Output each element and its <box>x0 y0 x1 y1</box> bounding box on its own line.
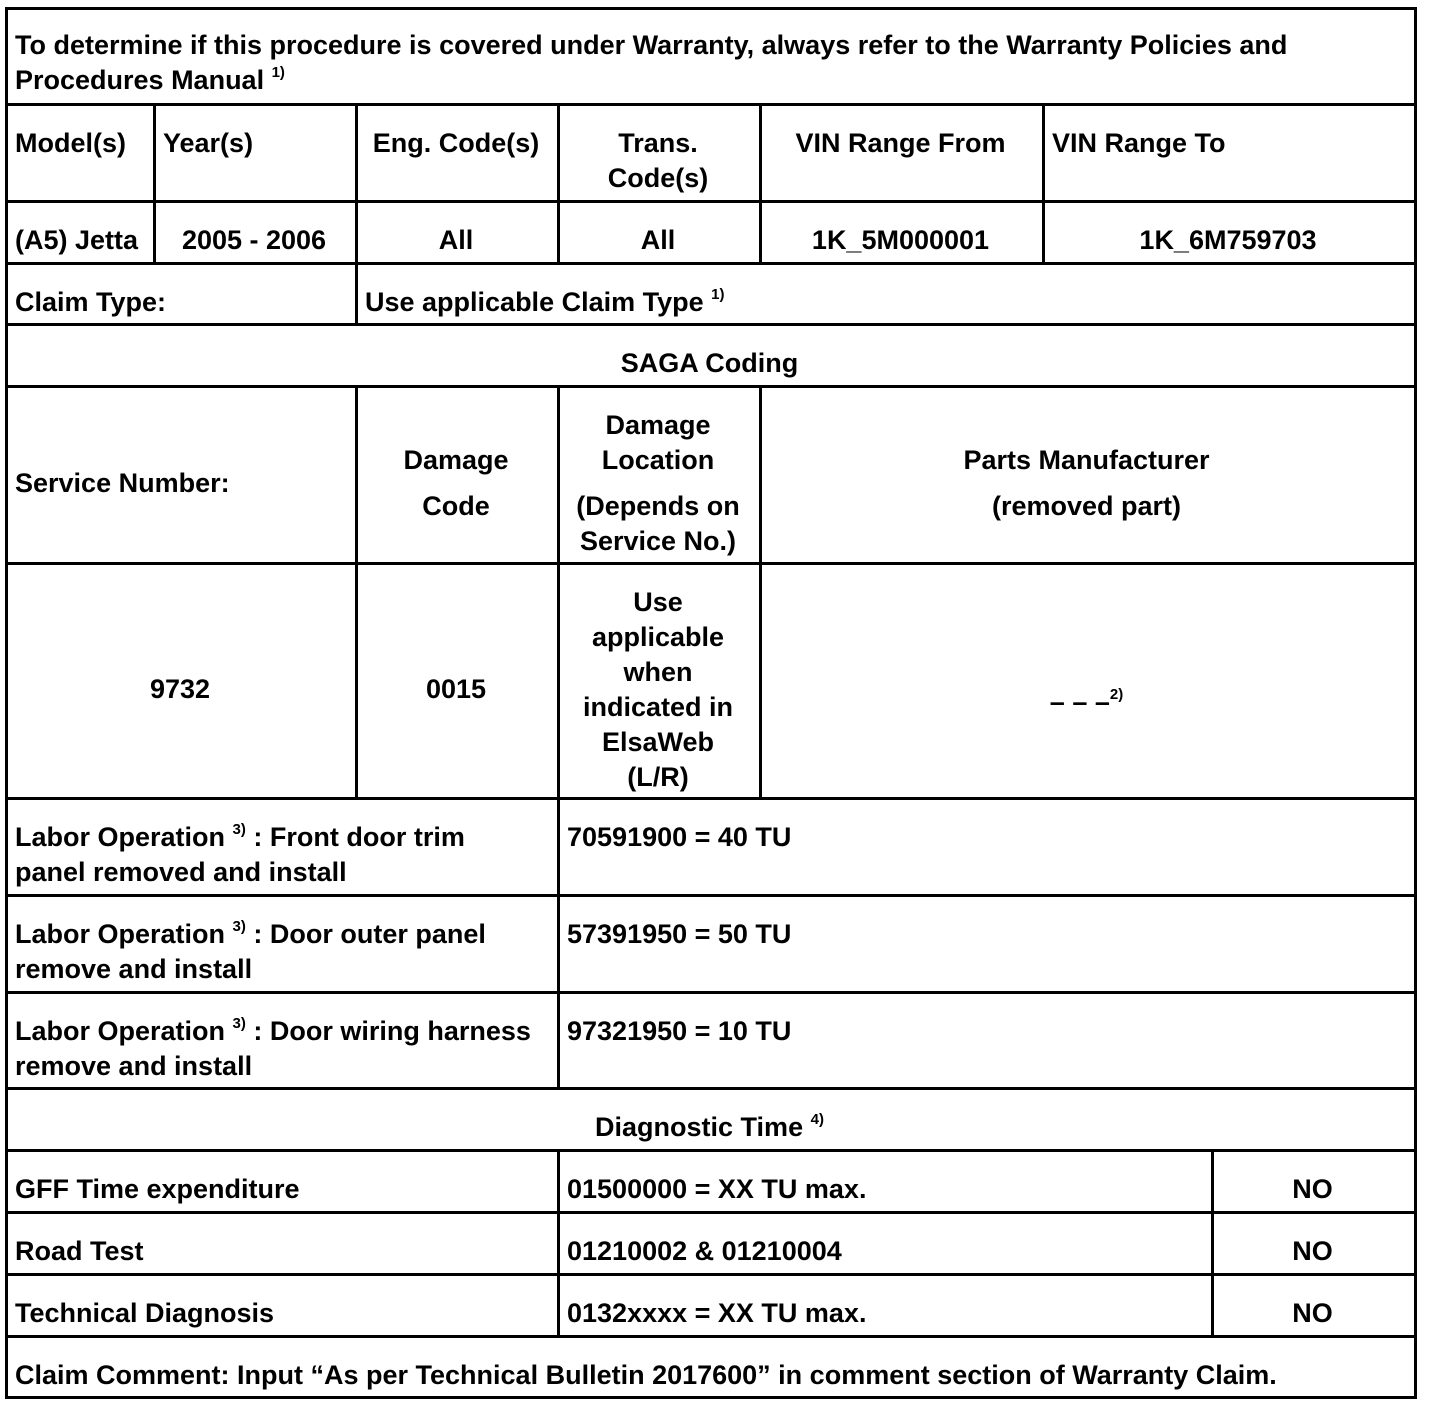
footnote-ref: 3) <box>232 821 246 838</box>
header-damage-code-line: Code <box>422 491 490 521</box>
footnote-ref: 1) <box>711 286 725 303</box>
header-year: Year(s) <box>163 128 254 158</box>
rule <box>5 1087 1417 1090</box>
diagnostic-label: Technical Diagnosis <box>15 1298 275 1328</box>
warranty-notice-text: To determine if this procedure is covered under Warranty, always refer to the Warranty Policies and Procedures Manual <box>15 30 1288 95</box>
diagnostic-title-text: Diagnostic Time <box>595 1112 804 1142</box>
rule <box>5 7 1417 10</box>
diagnostic-flag: NO <box>1292 1174 1333 1204</box>
damage-location-line: ElsaWeb <box>601 727 715 757</box>
header-damage-location <box>557 408 759 559</box>
header-service-number: Service Number: <box>15 468 230 498</box>
header-parts-manufacturer <box>759 443 1414 524</box>
header-damage-location-line: Damage <box>605 410 711 440</box>
saga-title: SAGA Coding <box>620 348 799 378</box>
parts-manufacturer-value <box>759 685 1414 720</box>
vin-from-value: 1K_5M000001 <box>811 225 990 255</box>
claim-type-label: Claim Type: <box>15 287 167 317</box>
diagnostic-flag: NO <box>1292 1236 1333 1266</box>
diagnostic-title <box>5 1110 1414 1145</box>
rule <box>5 1335 1417 1338</box>
header-trans-line: Code(s) <box>607 163 709 193</box>
rule <box>5 262 1417 265</box>
footnote-ref: 3) <box>232 918 246 935</box>
trans-code-value: All <box>640 225 676 255</box>
damage-code-value: 0015 <box>425 674 487 704</box>
damage-location-line: Use <box>633 587 683 617</box>
service-number-value: 9732 <box>149 674 211 704</box>
rule <box>5 562 1417 565</box>
header-damage-code <box>355 443 557 524</box>
damage-location-line: (L/R) <box>627 762 689 792</box>
labor-operation-label <box>5 1014 557 1084</box>
damage-location-line: indicated in <box>582 692 734 722</box>
header-trans-line: Trans. <box>618 128 698 158</box>
labor-operation-line: Labor Operation $^{3)}$ : Front door trim <box>15 821 465 852</box>
rule <box>5 103 1417 106</box>
damage-location-line: when <box>623 657 693 687</box>
header-trans-code <box>557 126 759 196</box>
damage-location-value <box>557 585 759 795</box>
header-damage-location-line: Service No.) <box>579 526 737 556</box>
diagnostic-label: Road Test <box>15 1236 144 1266</box>
vin-to-value: 1K_6M759703 <box>1139 225 1317 255</box>
header-eng-code: Eng. Code(s) <box>372 128 540 158</box>
rule <box>5 1396 1417 1399</box>
parts-manufacturer-dashes: – – – <box>1049 687 1110 717</box>
header-model: Model(s) <box>15 128 126 158</box>
labor-operation-line: Labor Operation $^{3)}$ : Door outer panel <box>15 918 486 949</box>
footnote-ref: 3) <box>232 1015 246 1032</box>
warranty-notice <box>5 28 1405 98</box>
rule <box>5 1149 1417 1152</box>
header-parts-manufacturer-line: (removed part) <box>991 491 1182 521</box>
rule <box>5 1211 1417 1214</box>
header-vin-from: VIN Range From <box>795 128 1006 158</box>
header-damage-code-line: Damage <box>403 445 509 475</box>
diagnostic-flag: NO <box>1292 1298 1333 1328</box>
labor-operation-value: 57391950 = 50 TU <box>567 919 792 949</box>
labor-operation-value: 70591900 = 40 TU <box>567 822 792 852</box>
header-damage-location-line: (Depends on <box>576 491 740 521</box>
labor-operation-line: panel removed and install <box>15 857 347 887</box>
labor-operation-line: remove and install <box>15 954 253 984</box>
rule <box>5 797 1417 800</box>
claim-type-value <box>355 285 1414 320</box>
rule <box>5 385 1417 388</box>
rule <box>5 200 1417 203</box>
labor-operation-value: 97321950 = 10 TU <box>567 1016 792 1046</box>
labor-operation-line: remove and install <box>15 1051 253 1081</box>
diagnostic-value: 01210002 & 01210004 <box>567 1236 842 1266</box>
rule <box>5 894 1417 897</box>
rule <box>1414 7 1417 1399</box>
diagnostic-value: 0132xxxx = XX TU max. <box>567 1298 867 1328</box>
year-value: 2005 - 2006 <box>181 225 327 255</box>
labor-operation-line: Labor Operation $^{3)}$ : Door wiring harness <box>15 1015 531 1046</box>
rule <box>5 323 1417 326</box>
header-damage-location-line: Location <box>601 445 715 475</box>
footnote-ref: 4) <box>810 1111 824 1128</box>
footnote-ref: 2) <box>1109 686 1124 703</box>
diagnostic-value: 01500000 = XX TU max. <box>567 1174 867 1204</box>
rule <box>5 1273 1417 1276</box>
claim-type-text: Use applicable Claim Type <box>365 287 704 317</box>
header-parts-manufacturer-line: Parts Manufacturer <box>963 445 1210 475</box>
labor-operation-label <box>5 820 557 890</box>
footnote-ref: 1) <box>271 64 285 81</box>
model-value: (A5) Jetta <box>15 225 139 255</box>
claim-comment: Claim Comment: Input “As per Technical Bulletin 2017600” in comment section of Warranty Claim. <box>15 1360 1277 1390</box>
diagnostic-label: GFF Time expenditure <box>15 1174 300 1204</box>
rule <box>5 991 1417 994</box>
header-vin-to: VIN Range To <box>1052 128 1226 158</box>
eng-code-value: All <box>438 225 474 255</box>
damage-location-line: applicable <box>591 622 725 652</box>
labor-operation-label <box>5 917 557 987</box>
